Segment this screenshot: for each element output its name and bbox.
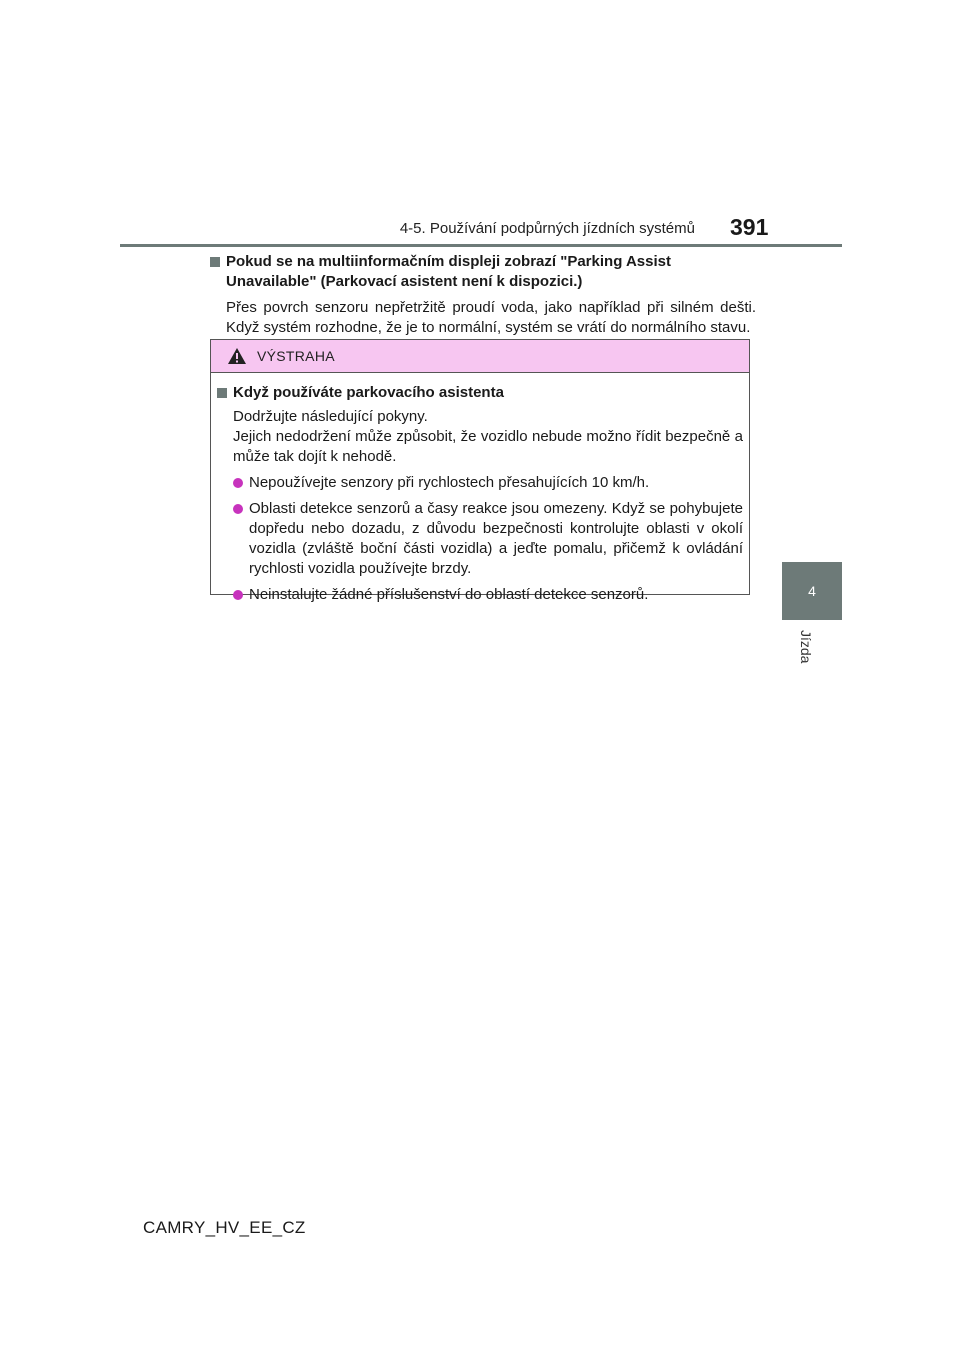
warning-bullet-text: Neinstalujte žádné příslušenství do oblastí detekce senzorů. (249, 586, 649, 603)
chapter-number: 4 (808, 583, 816, 599)
warning-triangle-icon (227, 347, 247, 365)
warning-header (211, 340, 749, 373)
section-title: 4-5. Používání podpůrných jízdních systémů (399, 220, 695, 237)
circle-bullet-icon (233, 504, 243, 514)
square-bullet-icon (210, 257, 220, 267)
warning-heading (217, 383, 743, 403)
circle-bullet-icon (233, 478, 243, 488)
warning-box (210, 339, 750, 603)
warning-heading-text: Když používáte parkovacího asistenta (233, 384, 504, 401)
page-number: 391 (730, 214, 769, 240)
header-divider (120, 244, 842, 247)
circle-bullet-icon (233, 590, 243, 600)
square-bullet-icon (217, 388, 227, 398)
warning-title: VÝSTRAHA (257, 348, 335, 364)
section-heading-text: Pokud se na multiinformačním displeji zobrazí "Parking Assist Unavailable" (Parkovací asistent není k dispozici.) (226, 253, 671, 290)
warning-bullet-text: Nepoužívejte senzory při rychlostech přesahujících 10 km/h. (249, 474, 650, 491)
warning-bullet (217, 473, 743, 493)
warning-instruction: Dodržujte následující pokyny. (233, 408, 428, 425)
chapter-tab (782, 562, 842, 620)
section-heading (210, 252, 756, 292)
document-code: CAMRY_HV_EE_CZ (143, 1218, 306, 1237)
warning-bullet-text: Oblasti detekce senzorů a časy reakce jsou omezeny. Když se pohybujete dopředu nebo dozadu, z důvodu bezpečnosti kontrolujte oblasti v okolí vozidla (zvláště boční části vozidla) a jeďte pomalu, přičemž k ovládání rychlosti vozidla používejte brzdy. (249, 500, 743, 577)
chapter-label: Jízda (798, 630, 814, 664)
warning-bullet (217, 585, 743, 605)
warning-bullet (217, 499, 743, 579)
section-paragraph: Přes povrch senzoru nepřetržitě proudí voda, jako například při silném dešti. Když systém rozhodne, že je to normální, systém se vrátí do normálního stavu. (226, 299, 756, 336)
warning-body (211, 373, 749, 605)
warning-consequence: Jejich nedodržení může způsobit, že vozidlo nebude možno řídit bezpečně a může tak dojít k nehodě. (233, 428, 743, 465)
main-content (210, 252, 756, 338)
